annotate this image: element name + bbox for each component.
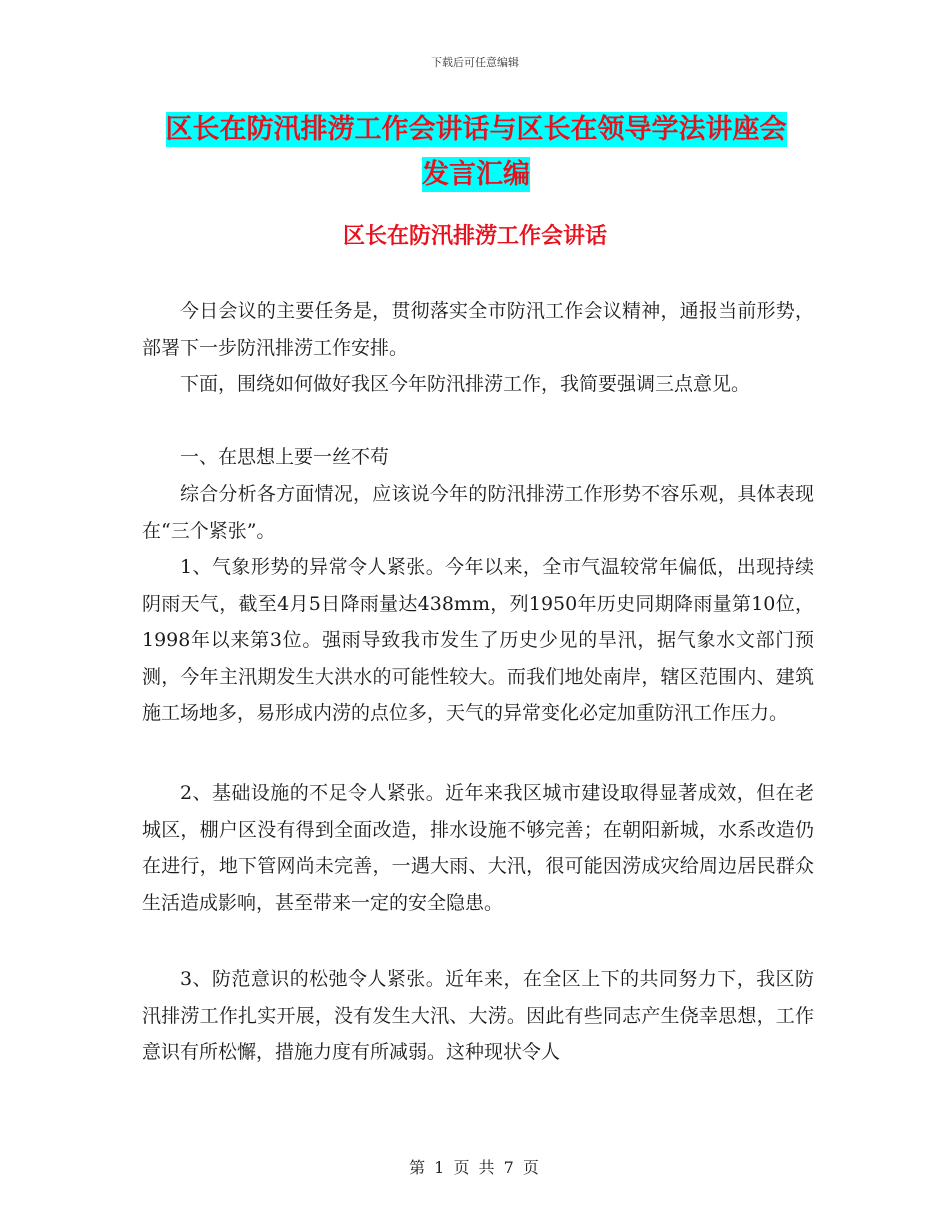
title-highlight: 区长在防汛排涝工作会讲话与区长在领导学法讲座会 (165, 114, 787, 145)
header-note: 下载后可任意编辑 (431, 56, 519, 69)
paragraph: 1、气象形势的异常令人紧张。今年以来，全市气温较常年偏低，出现持续阴雨天气，截至4月5日降雨量达438mm，列1950年历史同期降雨量第10位，1998年以来第3位。强雨导致我市发生了历史少见的旱汛，据气象水文部门预测，今年主汛期发生大洪水的可能性较大。而我们地处南岸，辖区范围内、建筑施工场地多，易形成内涝的点位多，天气的异常变化必定加重防汛工作压力。 (142, 556, 814, 724)
paragraph: 2、基础设施的不足令人紧张。近年来我区城市建设取得显著成效，但在老城区，棚户区没有得到全面改造，排水设施不够完善；在朝阳新城，水系改造仍在进行，地下管网尚未完善，一遇大雨、大汛，很可能因涝成灾给周边居民群众生活造成影响，甚至带来一定的安全隐患。 (142, 782, 814, 914)
paragraph: 今日会议的主要任务是，贯彻落实全市防汛工作会议精神，通报当前形势，部署下一步防汛排涝工作安排。 (142, 300, 814, 359)
paragraph: 3、防范意识的松弛令人紧张。近年来，在全区上下的共同努力下，我区防汛排涝工作扎实开展，没有发生大汛、大涝。因此有些同志产生侥幸思想，工作意识有所松懈，措施力度有所减弱。这种现状令人 (142, 968, 814, 1063)
section-title: 区长在防汛排涝工作会讲话 (342, 224, 607, 249)
document-title-line-2 (140, 151, 812, 199)
paragraph-heading: 一、在思想上要一丝不苟 (180, 446, 390, 468)
document-title-line-1 (140, 106, 812, 154)
page-number: 第 1 页 共 7 页 (409, 1158, 541, 1177)
paragraph: 综合分析各方面情况，应该说今年的防汛排涝工作形势不容乐观，具体表现在“三个紧张”。 (142, 483, 814, 542)
title-highlight: 发言汇编 (422, 159, 530, 190)
paragraph: 下面，围绕如何做好我区今年防汛排涝工作，我简要强调三点意见。 (180, 373, 751, 395)
